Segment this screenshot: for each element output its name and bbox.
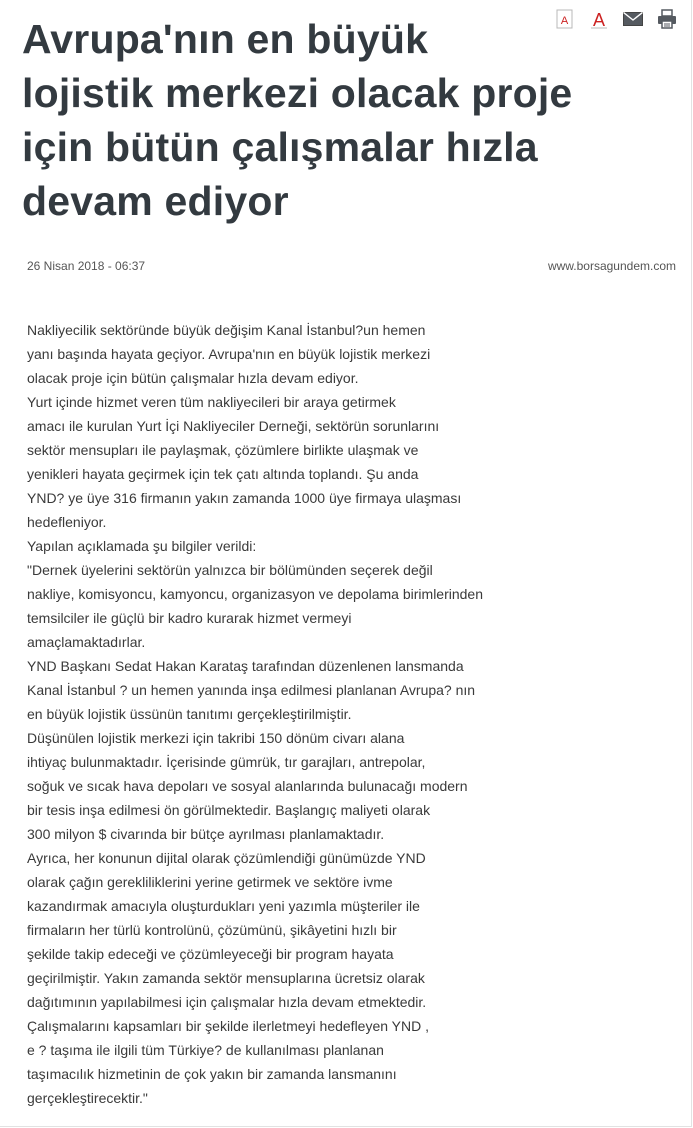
body-line: "Dernek üyelerini sektörün yalnızca bir bölümünden seçerek değil [27,562,433,578]
article-meta [27,259,676,273]
body-line: şekilde takip edeceği ve çözümleyeceği bir program hayata [27,946,394,962]
body-line: nakliye, komisyoncu, kamyoncu, organizasyon ve depolama birimlerinden [27,586,484,602]
body-line: gerçekleştirecektir." [27,1090,148,1106]
body-line: YND Başkanı Sedat Hakan Karataş tarafından düzenlenen lansmanda [27,658,464,674]
body-line: Düşünülen lojistik merkezi için takribi 150 dönüm civarı alana [27,730,405,746]
print-button[interactable] [655,8,679,30]
svg-text:A: A [592,10,606,29]
body-line: bir tesis inşa edilmesi ön görülmektedir. Başlangıç maliyeti olarak [27,802,431,818]
body-line: taşımacılık hizmetinin de çok yakın bir zamanda lansmanını [27,1066,397,1082]
body-line: kazandırmak amacıyla oluşturdukları yeni yazımla müşteriler ile [27,898,420,914]
body-line: Nakliyecilik sektöründe büyük değişim Kanal İstanbul?un hemen [27,322,426,338]
body-line: YND? ye üye 316 firmanın yakın zamanda 1000 üye firmaya ulaşması [27,490,462,506]
body-line: hedefleniyor. [27,514,107,530]
body-line: amaçlamaktadırlar. [27,634,146,650]
article-title-line: lojistik merkezi olacak proje [22,70,573,116]
body-line: Kanal İstanbul ? un hemen yanında inşa edilmesi planlanan Avrupa? nın [27,682,476,698]
body-line: Yapılan açıklamada şu bilgiler verildi: [27,538,257,554]
article-title-line: Avrupa'nın en büyük [22,16,429,62]
article-title [22,12,622,228]
article-body [27,318,527,1110]
body-line: olacak proje için bütün çalışmalar hızla devam ediyor. [27,370,359,386]
body-line: Çalışmalarını kapsamları bir şekilde ilerletmeyi hedefleyen YND , [27,1018,430,1034]
body-line: olarak çağın gerekliliklerini yerine getirmek ve sektöre ivme [27,874,393,890]
body-line: soğuk ve sıcak hava depoları ve sosyal alanlarında bulunacağı modern [27,778,468,794]
article-title-line: devam ediyor [22,178,289,224]
envelope-icon [623,12,643,26]
body-line: yenikleri hayata geçirmek için tek çatı altında toplandı. Şu anda [27,466,419,482]
body-line: amacı ile kurulan Yurt İçi Nakliyeciler Derneği, sektörün sorunlarını [27,418,440,434]
body-line: Ayrıca, her konunun dijital olarak çözümlendiği günümüzde YND [27,850,426,866]
body-line: e ? taşıma ile ilgili tüm Türkiye? de kullanılması planlanan [27,1042,384,1058]
printer-icon [657,9,677,29]
body-line: Yurt içinde hizmet veren tüm nakliyecileri bir araya getirmek [27,394,396,410]
body-line: ihtiyaç bulunmaktadır. İçerisinde gümrük, tır garajları, antrepolar, [27,754,426,770]
body-line: 300 milyon $ civarında bir bütçe ayrılması planlamaktadır. [27,826,385,842]
body-line: geçirilmiştir. Yakın zamanda sektör mensuplarına ücretsiz olarak [27,970,425,986]
body-line: dağıtımının yapılabilmesi için çalışmalar hızla devam etmektedir. [27,994,427,1010]
body-line: yanı başında hayata geçiyor. Avrupa'nın en büyük lojistik merkezi [27,346,431,362]
body-line: sektör mensupları ile paylaşmak, çözümlere birlikte ulaşmak ve [27,442,419,458]
publish-date: 26 Nisan 2018 - 06:37 [27,259,146,273]
body-line: temsilciler ile güçlü bir kadro kurarak hizmet vermeyi [27,610,352,626]
body-line: en büyük lojistik üssünün tanıtımı gerçekleştirilmiştir. [27,706,352,722]
article-title-line: için bütün çalışmalar hızla [22,124,538,170]
email-button[interactable] [621,8,645,30]
body-line: firmaların her türlü kontrolünü, çözümünü, şikâyetini hızlı bir [27,922,397,938]
svg-text:A: A [560,15,569,27]
source-link[interactable]: www.borsagundem.com [547,259,676,273]
